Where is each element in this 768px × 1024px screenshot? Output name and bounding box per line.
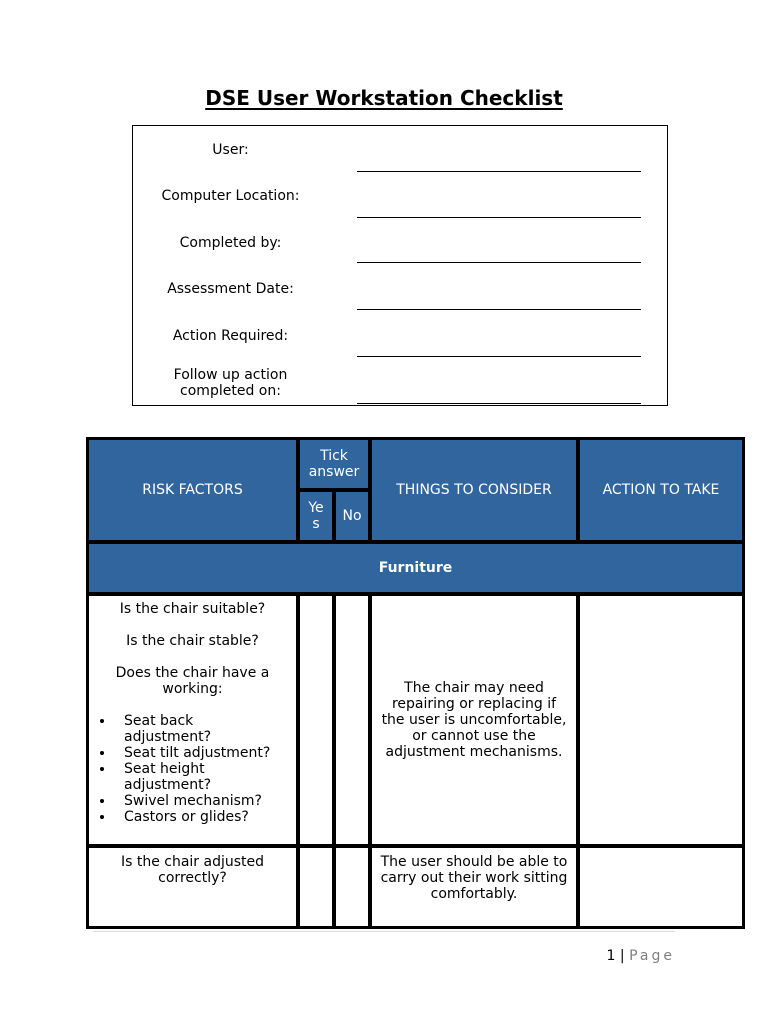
list-item: • Seat tilt adjustment? [115,745,284,761]
list-item: • Castors or glides? [115,809,284,825]
list-item: • Seat back adjustment? [115,713,284,745]
chair-no-tick-cell[interactable] [334,594,370,846]
action-label: Action Required: [172,328,289,344]
chair-adjusted-question: Is the chair adjusted correctly? [87,846,298,928]
follow-up-label-line2: completed on: [180,383,281,399]
chair-question-suitable: Is the chair suitable? [119,601,266,617]
risk-assessment-table [86,437,745,929]
adjusted-yes-tick-cell[interactable] [298,846,334,928]
chair-action-cell[interactable] [578,594,744,846]
action-to-take-header: ACTION TO TAKE [578,438,744,542]
adjusted-action-cell[interactable] [578,846,744,928]
assessment-info-box [132,125,668,406]
action-field[interactable] [357,356,641,357]
things-to-consider-header: THINGS TO CONSIDER [370,438,578,542]
page-number: 1 [606,948,616,964]
no-header: No [334,490,370,542]
follow-up-label-line1: Follow up action [173,367,288,383]
user-label: User: [212,142,249,158]
date-field[interactable] [357,309,641,310]
page-separator: | [619,948,625,964]
chair-risk-factors [87,594,298,846]
completed-by-label: Completed by: [179,235,282,251]
tick-answer-header: Tick answer [298,438,370,490]
section-furniture: Furniture [87,542,744,594]
page-title: DSE User Workstation Checklist [205,86,563,110]
follow-up-label [133,367,328,399]
chair-question-stable: Is the chair stable? [126,633,259,649]
chair-consider-text: The chair may need repairing or replacing if the user is uncomfortable, or cannot use the adjustment mechanisms. [370,594,578,846]
footer-divider [93,931,675,932]
user-field[interactable] [357,171,641,172]
list-item: • Seat height adjustment? [115,761,284,793]
chair-question-working: Does the chair have a working: [115,665,270,697]
risk-factors-header: RISK FACTORS [87,438,298,542]
page-word: Page [629,948,675,964]
chair-yes-tick-cell[interactable] [298,594,334,846]
location-field[interactable] [357,217,641,218]
follow-up-field[interactable] [357,403,641,404]
location-label: Computer Location: [161,188,300,204]
completed-by-field[interactable] [357,262,641,263]
date-label: Assessment Date: [167,281,294,297]
adjusted-consider-text: The user should be able to carry out their work sitting comfortably. [370,846,578,928]
chair-adjustment-list [101,713,284,825]
list-item: • Swivel mechanism? [115,793,284,809]
adjusted-no-tick-cell[interactable] [334,846,370,928]
page-footer [607,948,675,964]
yes-header: Yes [298,490,334,542]
